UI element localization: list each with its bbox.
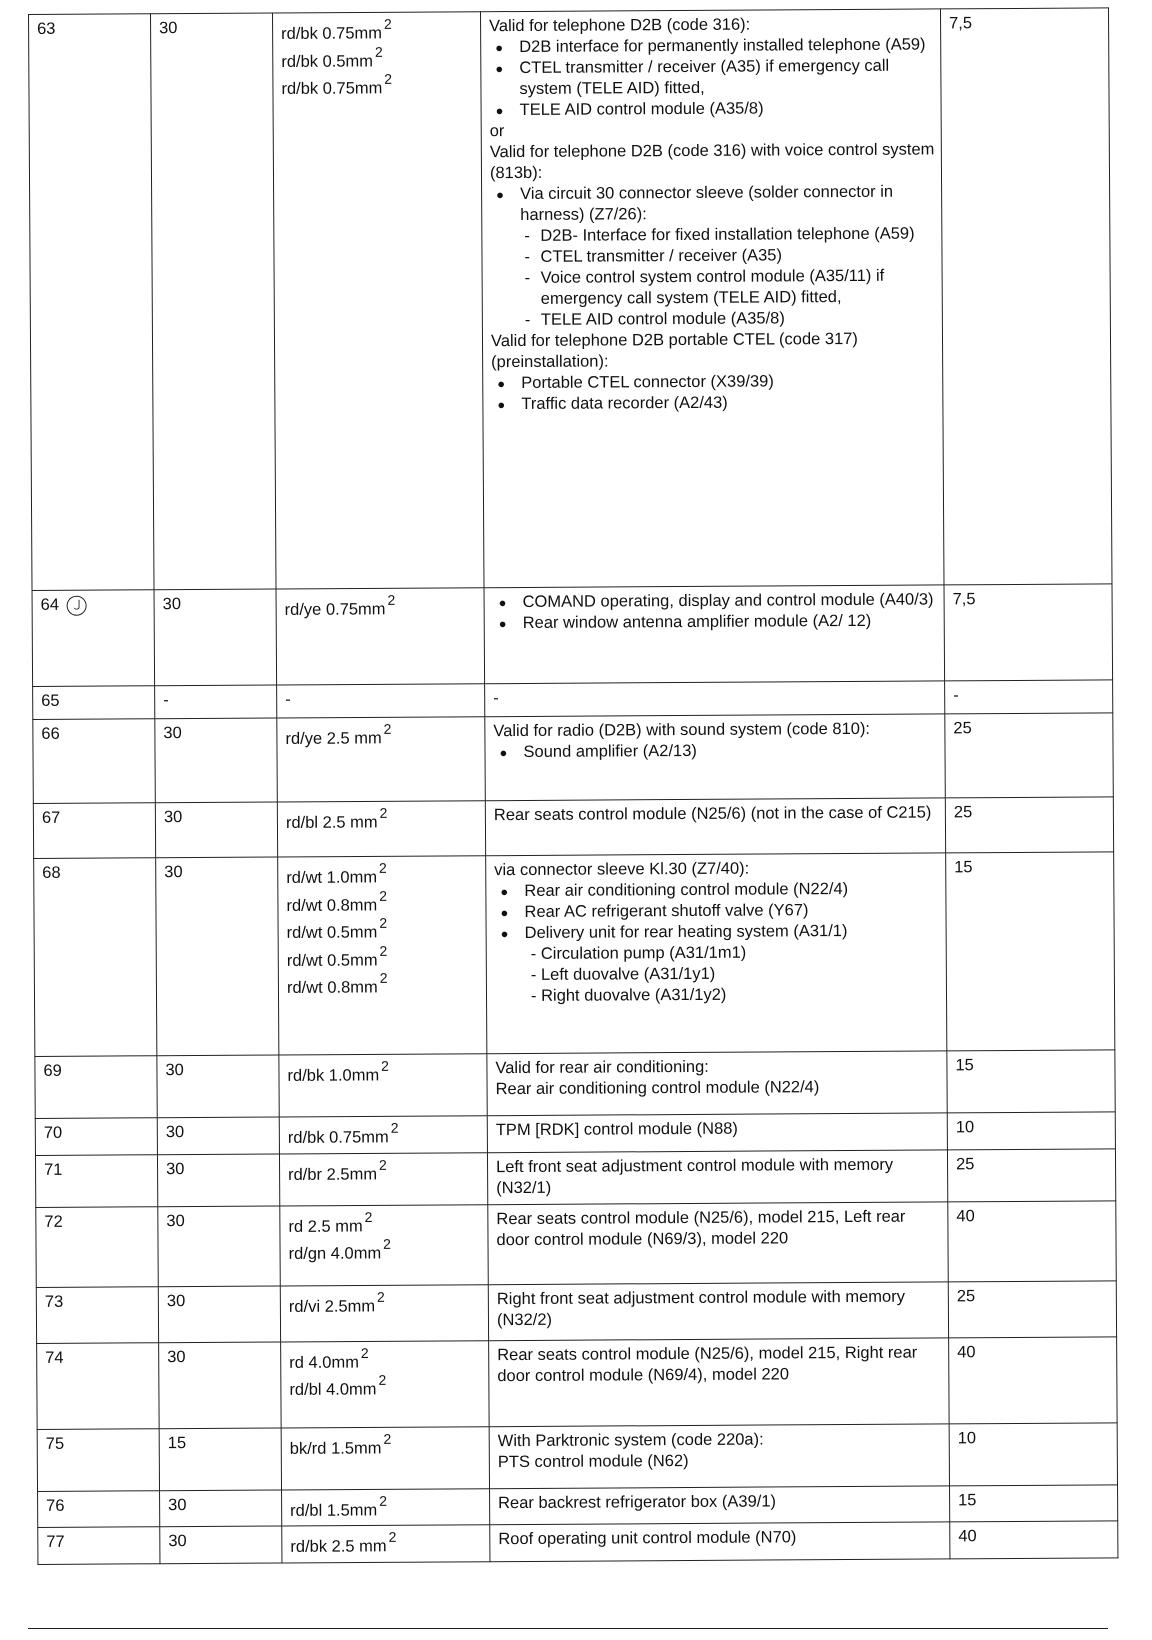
table-row	[34, 852, 1115, 1057]
fuse-rating: 7,5	[952, 590, 976, 609]
consumer-description-cell	[488, 1281, 948, 1340]
terminal-cell	[159, 1341, 282, 1428]
wire-cell	[280, 1284, 488, 1341]
wire-spec	[287, 943, 480, 972]
wire-spec-text: -	[285, 690, 291, 709]
description-text: Right front seat adjustment control module with memory (N32/2)	[496, 1287, 905, 1329]
consumer-description-cell	[485, 681, 945, 717]
table-row	[37, 1336, 1118, 1429]
fuse-rating: 15	[954, 858, 973, 877]
wire-spec	[288, 1157, 481, 1186]
wire-spec-text: rd/bk 0.75mm	[281, 79, 383, 98]
description-text: Valid for rear air conditioning:	[495, 1057, 709, 1078]
consumer-description-cell	[489, 1337, 950, 1426]
sub-item: - Left duovalve (A31/1y1)	[530, 964, 716, 984]
fuse-rating: 10	[955, 1118, 975, 1137]
terminal-cell	[155, 718, 278, 803]
terminal-value: 30	[166, 1291, 186, 1310]
bullet-item: ● Rear window antenna amplifier module (A2/ 12)	[493, 610, 938, 634]
wire-spec-text: rd 4.0mm	[289, 1353, 359, 1372]
fuse-number-cell	[38, 1527, 160, 1564]
mm2-superscript: 2	[364, 1208, 373, 1225]
sub-item: - D2B- Interface for fixed installation telephone (A59)	[490, 223, 935, 247]
table-row	[36, 1280, 1116, 1343]
terminal-value: 30	[167, 1347, 186, 1366]
terminal-cell	[158, 1285, 280, 1342]
consumer-description-cell	[487, 1149, 947, 1204]
wire-spec	[290, 1529, 483, 1558]
mm2-superscript: 2	[383, 720, 392, 737]
wire-spec	[290, 1431, 483, 1460]
wire-spec-text: rd/bl 1.5mm	[290, 1500, 378, 1520]
description-text: Roof operating unit control module (N70)	[498, 1528, 797, 1549]
fuse-number-cell	[34, 858, 157, 1057]
wire-spec-text: rd/ye 2.5 mm	[285, 729, 382, 748]
bullet-item: ● Rear air conditioning control module (N22/4)	[494, 878, 939, 902]
mm2-superscript: 2	[381, 1057, 389, 1074]
mm2-superscript: 2	[360, 1344, 369, 1361]
fuse-rating: 40	[958, 1527, 977, 1546]
table-row	[37, 1422, 1117, 1491]
mm2-superscript: 2	[376, 1288, 385, 1305]
fuse-number-cell	[35, 1154, 157, 1207]
table-row	[35, 1050, 1115, 1119]
fuse-rating: 7,5	[949, 14, 973, 33]
fuse-rating: 40	[956, 1206, 975, 1225]
wire-spec	[289, 1289, 482, 1318]
terminal-cell	[160, 1489, 282, 1526]
mm2-superscript: 2	[379, 804, 388, 821]
fuse-number: 70	[43, 1123, 63, 1142]
bullet-item: ● Rear AC refrigerant shutoff valve (Y67)	[494, 899, 939, 923]
sub-item: - Circulation pump (A31/1m1)	[530, 943, 747, 963]
description-text: Rear backrest refrigerator box (A39/1)	[498, 1491, 777, 1512]
terminal-cell	[157, 1055, 279, 1118]
wire-spec	[286, 860, 479, 889]
wire-spec-text: rd/bk 2.5 mm	[290, 1537, 387, 1556]
fuse-number: 73	[44, 1292, 64, 1311]
table-row	[36, 1200, 1116, 1287]
wire-spec-text: rd/wt 0.5mm	[286, 923, 378, 942]
sub-item: - TELE AID control module (A35/8)	[491, 307, 936, 331]
description-text: PTS control module (N62)	[497, 1451, 689, 1471]
fuse-number-cell	[37, 1342, 160, 1429]
description-text: Valid for telephone D2B (code 316) with voice control system (813b):	[489, 140, 935, 183]
fuse-rating-cell	[940, 8, 1112, 585]
terminal-value: 30	[163, 808, 183, 827]
terminal-cell	[159, 1427, 281, 1490]
bullet-item: ● Portable CTEL connector (X39/39)	[491, 370, 936, 394]
wire-cell	[282, 1488, 490, 1526]
fuse-rating-cell	[945, 797, 1113, 853]
wire-cell	[278, 856, 487, 1055]
wire-spec	[286, 805, 479, 834]
mm2-superscript: 2	[388, 1528, 397, 1545]
fuse-number-cell	[37, 1428, 159, 1491]
terminal-value: 30	[166, 1159, 185, 1178]
bullet-item: ● Delivery unit for rear heating system (A31/1)	[495, 920, 940, 944]
wire-cell	[281, 1426, 489, 1489]
wire-spec	[285, 721, 478, 750]
fuse-rating-cell	[950, 1484, 1118, 1522]
fuse-rating: 25	[955, 1154, 975, 1173]
wire-spec-text: rd/bk 1.0mm	[287, 1066, 380, 1085]
wire-cell	[277, 684, 485, 718]
wire-spec	[281, 16, 474, 45]
wire-spec-text: rd/bl 2.5 mm	[285, 813, 378, 832]
fuse-rating-cell	[944, 584, 1113, 681]
wire-cell	[280, 1204, 488, 1285]
wire-spec-text: bk/rd 1.5mm	[289, 1438, 382, 1458]
mm2-superscript: 2	[379, 969, 388, 986]
fuse-rating: 15	[958, 1490, 977, 1509]
fuse-rating: -	[953, 686, 959, 705]
description-text: Valid for telephone D2B (code 316):	[489, 15, 751, 36]
fuse-number: 76	[46, 1496, 65, 1515]
terminal-value: 30	[163, 724, 182, 743]
fuse-rating-cell	[949, 1336, 1118, 1423]
fuse-rating-cell	[947, 1112, 1115, 1150]
mm2-superscript: 2	[379, 914, 388, 931]
fuse-number: 69	[43, 1061, 62, 1080]
fuse-rating: 25	[956, 1286, 976, 1305]
table-row	[32, 584, 1113, 687]
consumer-description-cell	[485, 714, 946, 801]
description-text: Rear seats control module (N25/6), model 215, Right rear door control module (N69/4), model 220	[497, 1343, 918, 1385]
description-text: or	[489, 122, 505, 141]
fuse-number: 64	[40, 595, 60, 614]
terminal-cell	[154, 589, 277, 686]
fuse-number-cell	[36, 1206, 158, 1287]
wire-spec-text: rd/vi 2.5mm	[288, 1296, 376, 1316]
wire-cell	[281, 1340, 490, 1427]
fuse-number-cell	[33, 803, 155, 859]
wire-spec	[286, 888, 479, 917]
fuse-rating: 25	[953, 719, 972, 738]
wire-spec	[287, 915, 480, 944]
mm2-superscript: 2	[383, 1235, 391, 1252]
clock-circle-icon	[67, 595, 87, 615]
wire-cell	[282, 1525, 490, 1563]
description-text: Rear air conditioning control module (N22/4)	[495, 1078, 820, 1099]
wire-spec	[288, 1209, 481, 1238]
wire-spec	[288, 1120, 481, 1149]
bullet-item: ● TELE AID control module (A35/8)	[490, 97, 935, 121]
fuse-rating: 25	[953, 803, 973, 822]
consumer-description-cell	[480, 9, 944, 588]
wire-spec-text: rd 2.5 mm	[288, 1216, 363, 1236]
terminal-cell	[156, 857, 279, 1056]
wire-cell	[277, 801, 485, 857]
fuse-number-cell	[29, 14, 155, 591]
table-row	[29, 8, 1112, 591]
wire-spec	[289, 1372, 482, 1401]
mm2-superscript: 2	[378, 1371, 387, 1388]
description-text: Rear seats control module (N25/6) (not in the case of C215)	[493, 803, 932, 825]
fuse-number-cell	[33, 719, 156, 804]
wire-cell	[279, 1116, 487, 1154]
terminal-value: 30	[164, 863, 183, 882]
terminal-value: 30	[159, 19, 178, 38]
fuse-rating-cell	[945, 713, 1114, 798]
terminal-value: 30	[166, 1211, 185, 1230]
fuse-number-cell	[36, 1286, 158, 1343]
description-text: Valid for radio (D2B) with sound system (code 810):	[493, 719, 871, 741]
description-text: With Parktronic system (code 220a):	[497, 1430, 764, 1450]
fuse-number: 65	[41, 691, 60, 710]
table-row	[33, 797, 1113, 859]
description-text: Left front seat adjustment control module with memory (N32/1)	[495, 1155, 894, 1197]
fuse-rating-cell	[945, 680, 1113, 714]
consumer-description-cell	[489, 1423, 949, 1488]
wire-spec-text: rd/gn 4.0mm	[288, 1244, 382, 1263]
terminal-cell	[160, 1526, 282, 1563]
fuse-rating-cell	[949, 1422, 1117, 1485]
terminal-value: 15	[167, 1433, 187, 1452]
wire-spec	[287, 970, 480, 999]
consumer-description-cell	[486, 853, 947, 1054]
terminal-cell	[155, 802, 277, 858]
mm2-superscript: 2	[378, 859, 387, 876]
wire-spec	[287, 1058, 480, 1087]
fuse-number: 66	[41, 724, 60, 743]
mm2-superscript: 2	[390, 1119, 399, 1136]
bullet-item: ● CTEL transmitter / receiver (A35) if emergency call system (TELE AID) fitted,	[489, 55, 934, 100]
fuse-number: 68	[42, 863, 61, 882]
description-text: Rear seats control module (N25/6), model 215, Left rear door control module (N69/3), model 220	[496, 1207, 906, 1249]
wire-spec	[289, 1345, 482, 1374]
consumer-description-cell	[490, 1485, 950, 1524]
fuse-rating-cell	[947, 1148, 1115, 1201]
table-row	[38, 1521, 1118, 1564]
wire-spec	[281, 71, 474, 100]
mm2-superscript: 2	[378, 1156, 387, 1173]
terminal-cell	[158, 1205, 280, 1286]
terminal-cell	[157, 1117, 279, 1154]
terminal-value: 30	[165, 1061, 184, 1080]
wire-spec-text: rd/bl 4.0mm	[289, 1380, 377, 1399]
fuse-number: 67	[41, 808, 61, 827]
fuse-number: 72	[44, 1212, 63, 1231]
wire-spec	[288, 1236, 481, 1265]
fuse-rating-cell	[946, 852, 1115, 1051]
terminal-value: 30	[165, 1123, 185, 1142]
mm2-superscript: 2	[379, 887, 388, 904]
fuse-number: 74	[45, 1348, 64, 1367]
fuse-number: 77	[46, 1532, 65, 1551]
mm2-superscript: 2	[383, 15, 392, 32]
wire-spec	[285, 592, 478, 621]
consumer-description-cell	[487, 1113, 947, 1152]
mm2-superscript: 2	[387, 591, 396, 608]
mm2-superscript: 2	[374, 43, 383, 60]
bullet-item: ● COMAND operating, display and control module (A40/3)	[493, 589, 938, 613]
bullet-item: ● Sound amplifier (A2/13)	[493, 739, 938, 763]
wire-spec-text: rd/bk 0.5mm	[281, 51, 374, 71]
fuse-rating: 10	[957, 1428, 977, 1447]
wire-spec	[281, 44, 474, 73]
description-text: via connector sleeve Kl.30 (Z7/40):	[494, 859, 750, 880]
fuse-number: 75	[45, 1434, 65, 1453]
fuse-number: 63	[37, 19, 56, 38]
terminal-value: 30	[168, 1532, 187, 1551]
fuse-number-cell	[33, 686, 155, 720]
terminal-cell	[155, 685, 277, 719]
wire-cell	[277, 717, 486, 802]
fuse-number-cell	[35, 1056, 157, 1119]
fuse-rating: 15	[955, 1056, 974, 1075]
wire-cell	[272, 12, 484, 589]
wire-cell	[276, 588, 485, 685]
mm2-superscript: 2	[379, 942, 388, 959]
sub-item: - Right duovalve (A31/1y2)	[530, 985, 727, 1005]
fuse-rating-cell	[948, 1280, 1116, 1337]
consumer-description-cell	[490, 1522, 950, 1561]
table-row	[35, 1148, 1115, 1207]
sub-item: - Voice control system control module (A35/11) if emergency call system (TELE AID) fitted,	[491, 265, 936, 310]
sub-item: - CTEL transmitter / receiver (A35)	[490, 244, 935, 268]
description-text: -	[493, 689, 499, 708]
table-row	[33, 713, 1113, 804]
description-text: TPM [RDK] control module (N88)	[495, 1119, 738, 1140]
terminal-value: 30	[168, 1495, 187, 1514]
bullet-item: ● Via circuit 30 connector sleeve (solder connector in harness) (Z7/26):	[490, 181, 935, 226]
bullet-item: ● D2B interface for permanently installed telephone (A59)	[489, 34, 934, 58]
fuse-rating-cell	[950, 1521, 1118, 1559]
fuse-table-page	[28, 14, 1108, 1629]
terminal-value: 30	[162, 595, 182, 614]
mm2-superscript: 2	[383, 1430, 392, 1447]
wire-cell	[279, 1054, 487, 1117]
description-text: Valid for telephone D2B portable CTEL (code 317) (preinstallation):	[490, 329, 858, 372]
bullet-item: ● Traffic data recorder (A2/43)	[491, 391, 936, 415]
terminal-cell	[151, 13, 277, 590]
wire-spec-text: rd/wt 0.8mm	[286, 895, 378, 915]
fuse-number: 71	[44, 1160, 63, 1179]
wire-spec	[290, 1493, 483, 1522]
fuse-allocation-table	[28, 7, 1118, 1564]
consumer-description-cell	[484, 585, 945, 684]
wire-spec-text: rd/wt 1.0mm	[286, 868, 378, 887]
wire-spec-text: rd/bk 0.75mm	[287, 1128, 389, 1147]
wire-cell	[279, 1152, 487, 1205]
fuse-rating: 40	[957, 1342, 976, 1361]
wire-spec-text: rd/br 2.5mm	[288, 1164, 378, 1184]
fuse-number-cell	[38, 1490, 160, 1527]
fuse-number-cell	[35, 1118, 157, 1155]
terminal-value: -	[163, 691, 169, 710]
wire-spec-text: rd/wt 0.8mm	[286, 978, 378, 997]
fuse-rating-cell	[948, 1200, 1116, 1281]
wire-spec-text: rd/ye 0.75mm	[284, 600, 386, 619]
wire-spec-text: rd/bk 0.75mm	[281, 24, 383, 43]
wire-spec-text: rd/wt 0.5mm	[286, 950, 378, 970]
consumer-description-cell	[488, 1201, 948, 1284]
mm2-superscript: 2	[379, 1492, 388, 1509]
consumer-description-cell	[487, 1051, 947, 1116]
fuse-rating-cell	[947, 1050, 1115, 1113]
fuse-number-cell	[32, 590, 155, 687]
consumer-description-cell	[485, 798, 945, 856]
terminal-cell	[157, 1153, 279, 1206]
mm2-superscript: 2	[384, 70, 393, 87]
